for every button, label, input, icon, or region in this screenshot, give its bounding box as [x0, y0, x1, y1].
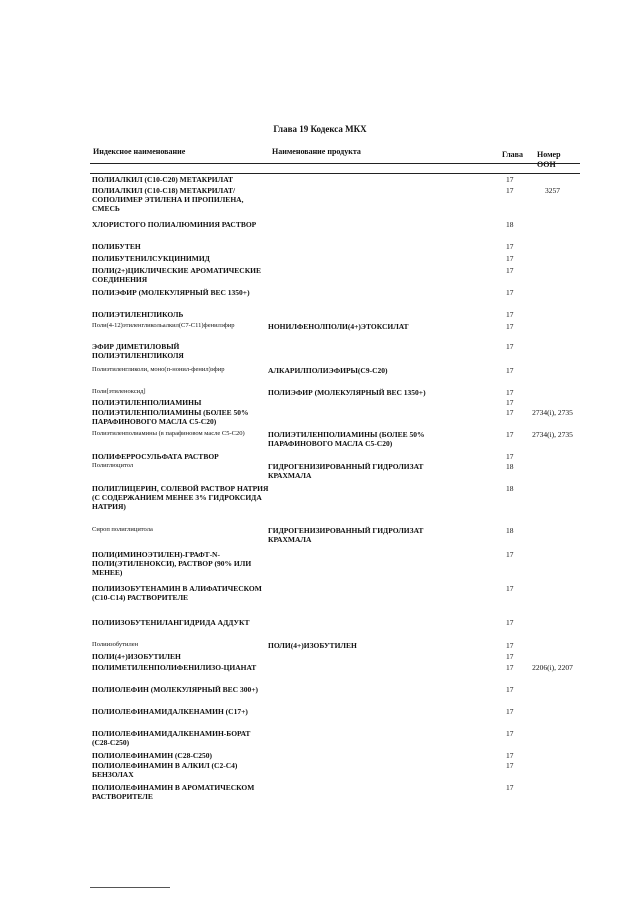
- product-name-cell: НОНИЛФЕНОЛПОЛИ(4+)ЭТОКСИЛАТ: [268, 322, 409, 331]
- table-row: [90, 288, 585, 310]
- index-name-cell: ПОЛИФЕРРОСУЛЬФАТА РАСТВОР: [92, 452, 219, 461]
- product-name-cell: ПОЛИЭТИЛЕНПОЛИАМИНЫ (БОЛЕЕ 50% ПАРАФИНОВОГО МАСЛА С5-С20): [268, 430, 425, 448]
- index-name-cell: ПОЛИОЛЕФИНАМИН (С28-С250): [92, 751, 212, 760]
- table-row: [90, 751, 585, 761]
- chapter-cell: 17: [506, 366, 514, 375]
- table-row: [90, 186, 585, 220]
- chapter-cell: 17: [506, 254, 514, 263]
- un-number-cell: 2206(i), 2207: [532, 663, 573, 672]
- table-row: [90, 398, 585, 408]
- index-name-cell: ПОЛИБУТЕН: [92, 242, 141, 251]
- un-number-cell: 3257: [545, 186, 560, 195]
- chapter-cell: 17: [506, 452, 514, 461]
- chapter-cell: 17: [506, 288, 514, 297]
- header-index-name: Индексное наименование: [93, 147, 186, 156]
- index-name-cell: ЭФИР ДИМЕТИЛОВЫЙ ПОЛИЭТИЛЕНГЛИКОЛЯ: [92, 342, 184, 360]
- table-row: [90, 584, 585, 618]
- table-row: [90, 783, 585, 805]
- index-name-cell: Полиэтиленгликоли, моно(п-нонил-фенил)эфир: [92, 366, 225, 373]
- table-row: [90, 254, 585, 266]
- table-row: [90, 388, 585, 398]
- table-row: [90, 452, 585, 462]
- table-row: [90, 322, 585, 342]
- index-name-cell: ПОЛИ(4+)ИЗОБУТИЛЕН: [92, 652, 181, 661]
- index-name-cell: ПОЛИОЛЕФИНАМИДАЛКЕНАМИН-БОРАТ (С28-С250): [92, 729, 251, 747]
- chapter-cell: 18: [506, 220, 514, 229]
- chapter-cell: 17: [506, 663, 514, 672]
- table-row: [90, 685, 585, 707]
- table-row: [90, 761, 585, 783]
- index-name-cell: ПОЛИБУТЕНИЛСУКЦИНИМИД: [92, 254, 210, 263]
- table-row: [90, 618, 585, 641]
- table-row: [90, 408, 585, 430]
- index-name-cell: ПОЛИЭТИЛЕНПОЛИАМИНЫ (БОЛЕЕ 50% ПАРАФИНОВОГО МАСЛА С5-С20): [92, 408, 249, 426]
- table-row: [90, 484, 585, 526]
- table-row: [90, 652, 585, 663]
- index-name-cell: ПОЛИ(2+)ЦИКЛИЧЕСКИЕ АРОМАТИЧЕСКИЕ СОЕДИНЕНИЯ: [92, 266, 261, 284]
- chapter-cell: 17: [506, 729, 514, 738]
- product-name-cell: ПОЛИ(4+)ИЗОБУТИЛЕН: [268, 641, 357, 650]
- index-name-cell: ПОЛИ(ИМИНОЭТИЛЕН)-ГРАФТ-N-ПОЛИ(ЭТИЛЕНОКСИ), РАСТВОР (90% ИЛИ МЕНЕЕ): [92, 550, 252, 577]
- table-row: [90, 430, 585, 452]
- un-number-cell: 2734(i), 2735: [532, 430, 573, 439]
- chapter-cell: 17: [506, 652, 514, 661]
- index-name-cell: Поли[этиленоксид]: [92, 388, 146, 395]
- header-divider-bottom: [90, 173, 580, 174]
- chapter-cell: 18: [506, 484, 514, 493]
- index-name-cell: Полиизобутилен: [92, 641, 139, 648]
- chapter-cell: 17: [506, 751, 514, 760]
- product-name-cell: ГИДРОГЕНИЗИРОВАННЫЙ ГИДРОЛИЗАТ КРАХМАЛА: [268, 526, 424, 544]
- chapter-cell: 17: [506, 322, 514, 331]
- chapter-cell: 17: [506, 685, 514, 694]
- product-name-cell: ПОЛИЭФИР (МОЛЕКУЛЯРНЫЙ ВЕС 1350+): [268, 388, 426, 397]
- table-row: [90, 220, 585, 242]
- index-name-cell: ПОЛИОЛЕФИНАМИДАЛКЕНАМИН (С17+): [92, 707, 248, 716]
- table-row: [90, 266, 585, 288]
- chapter-cell: 17: [506, 398, 514, 407]
- index-name-cell: ПОЛИЭТИЛЕНПОЛИАМИНЫ: [92, 398, 202, 407]
- page-title: Глава 19 Кодекса МКХ: [273, 124, 367, 134]
- un-number-cell: 2734(i), 2735: [532, 408, 573, 417]
- header-un-number: Номер ООН: [537, 150, 561, 169]
- chapter-cell: 17: [506, 707, 514, 716]
- header-divider-top: [90, 163, 580, 164]
- chapter-cell: 17: [506, 783, 514, 792]
- chapter-cell: 17: [506, 186, 514, 195]
- index-name-cell: ПОЛИЭФИР (МОЛЕКУЛЯРНЫЙ ВЕС 1350+): [92, 288, 250, 297]
- chapter-cell: 17: [506, 388, 514, 397]
- index-name-cell: ПОЛИИЗОБУТЕНАМИН В АЛИФАТИЧЕСКОМ (С10-С14) РАСТВОРИТЕЛЕ: [92, 584, 262, 602]
- chapter-cell: 17: [506, 408, 514, 417]
- chapter-cell: 17: [506, 550, 514, 559]
- table-row: [90, 366, 585, 388]
- chemical-table: [90, 175, 585, 805]
- table-row: [90, 663, 585, 685]
- index-name-cell: Полиэтиленполиамины (в парафиновом масле С5-С20): [92, 430, 245, 437]
- chapter-cell: 17: [506, 342, 514, 351]
- chapter-cell: 17: [506, 584, 514, 593]
- product-name-cell: ГИДРОГЕНИЗИРОВАННЫЙ ГИДРОЛИЗАТ КРАХМАЛА: [268, 462, 424, 480]
- index-name-cell: ПОЛИОЛЕФИНАМИН В АЛКИЛ (С2-С4) БЕНЗОЛАХ: [92, 761, 238, 779]
- index-name-cell: ПОЛИМЕТИЛЕНПОЛИФЕНИЛИЗО-ЦИАНАТ: [92, 663, 257, 672]
- index-name-cell: ПОЛИОЛЕФИНАМИН В АРОМАТИЧЕСКОМ РАСТВОРИТЕЛЕ: [92, 783, 255, 801]
- chapter-cell: 18: [506, 526, 514, 535]
- index-name-cell: ПОЛИИЗОБУТЕНИЛАНГИДРИДА АДДУКТ: [92, 618, 250, 627]
- table-row: [90, 707, 585, 729]
- header-chapter: Глава: [502, 150, 523, 159]
- table-row: [90, 641, 585, 652]
- index-name-cell: Сироп полиглицитола: [92, 526, 153, 533]
- index-name-cell: Полиглюцитол: [92, 462, 134, 469]
- table-row: [90, 242, 585, 254]
- table-row: [90, 310, 585, 322]
- index-name-cell: ПОЛИОЛЕФИН (МОЛЕКУЛЯРНЫЙ ВЕС 300+): [92, 685, 258, 694]
- index-name-cell: ПОЛИАЛКИЛ (С10-С20) МЕТАКРИЛАТ: [92, 175, 233, 184]
- index-name-cell: ХЛОРИСТОГО ПОЛИАЛЮМИНИЯ РАСТВОР: [92, 220, 257, 229]
- chapter-cell: 17: [506, 266, 514, 275]
- index-name-cell: ПОЛИГЛИЦЕРИН, СОЛЕВОЙ РАСТВОР НАТРИЯ (С СОДЕРЖАНИЕМ МЕНЕЕ 3% ГИДРОКСИДА НАТРИЯ): [92, 484, 269, 511]
- index-name-cell: ПОЛИЭТИЛЕНГЛИКОЛЬ: [92, 310, 184, 319]
- header-product-name: Наименование продукта: [272, 147, 361, 156]
- chapter-cell: 17: [506, 175, 514, 184]
- table-row: [90, 729, 585, 751]
- table-row: [90, 550, 585, 584]
- chapter-cell: 18: [506, 462, 514, 471]
- chapter-cell: 17: [506, 430, 514, 439]
- chapter-cell: 17: [506, 761, 514, 770]
- index-name-cell: ПОЛИАЛКИЛ (С10-С18) МЕТАКРИЛАТ/ СОПОЛИМЕР ЭТИЛЕНА И ПРОПИЛЕНА, СМЕСЬ: [92, 186, 244, 213]
- table-row: [90, 526, 585, 550]
- table-row: [90, 342, 585, 366]
- chapter-cell: 17: [506, 310, 514, 319]
- footnote-separator: [90, 887, 170, 888]
- table-row: [90, 462, 585, 484]
- product-name-cell: АЛКАРИЛПОЛИЭФИРЫ(С9-С20): [268, 366, 388, 375]
- chapter-cell: 17: [506, 641, 514, 650]
- chapter-cell: 17: [506, 242, 514, 251]
- index-name-cell: Поли(4-12)этиленгликольалкил(С7-С11)фенилэфир: [92, 322, 235, 329]
- chapter-cell: 17: [506, 618, 514, 627]
- table-row: [90, 175, 585, 186]
